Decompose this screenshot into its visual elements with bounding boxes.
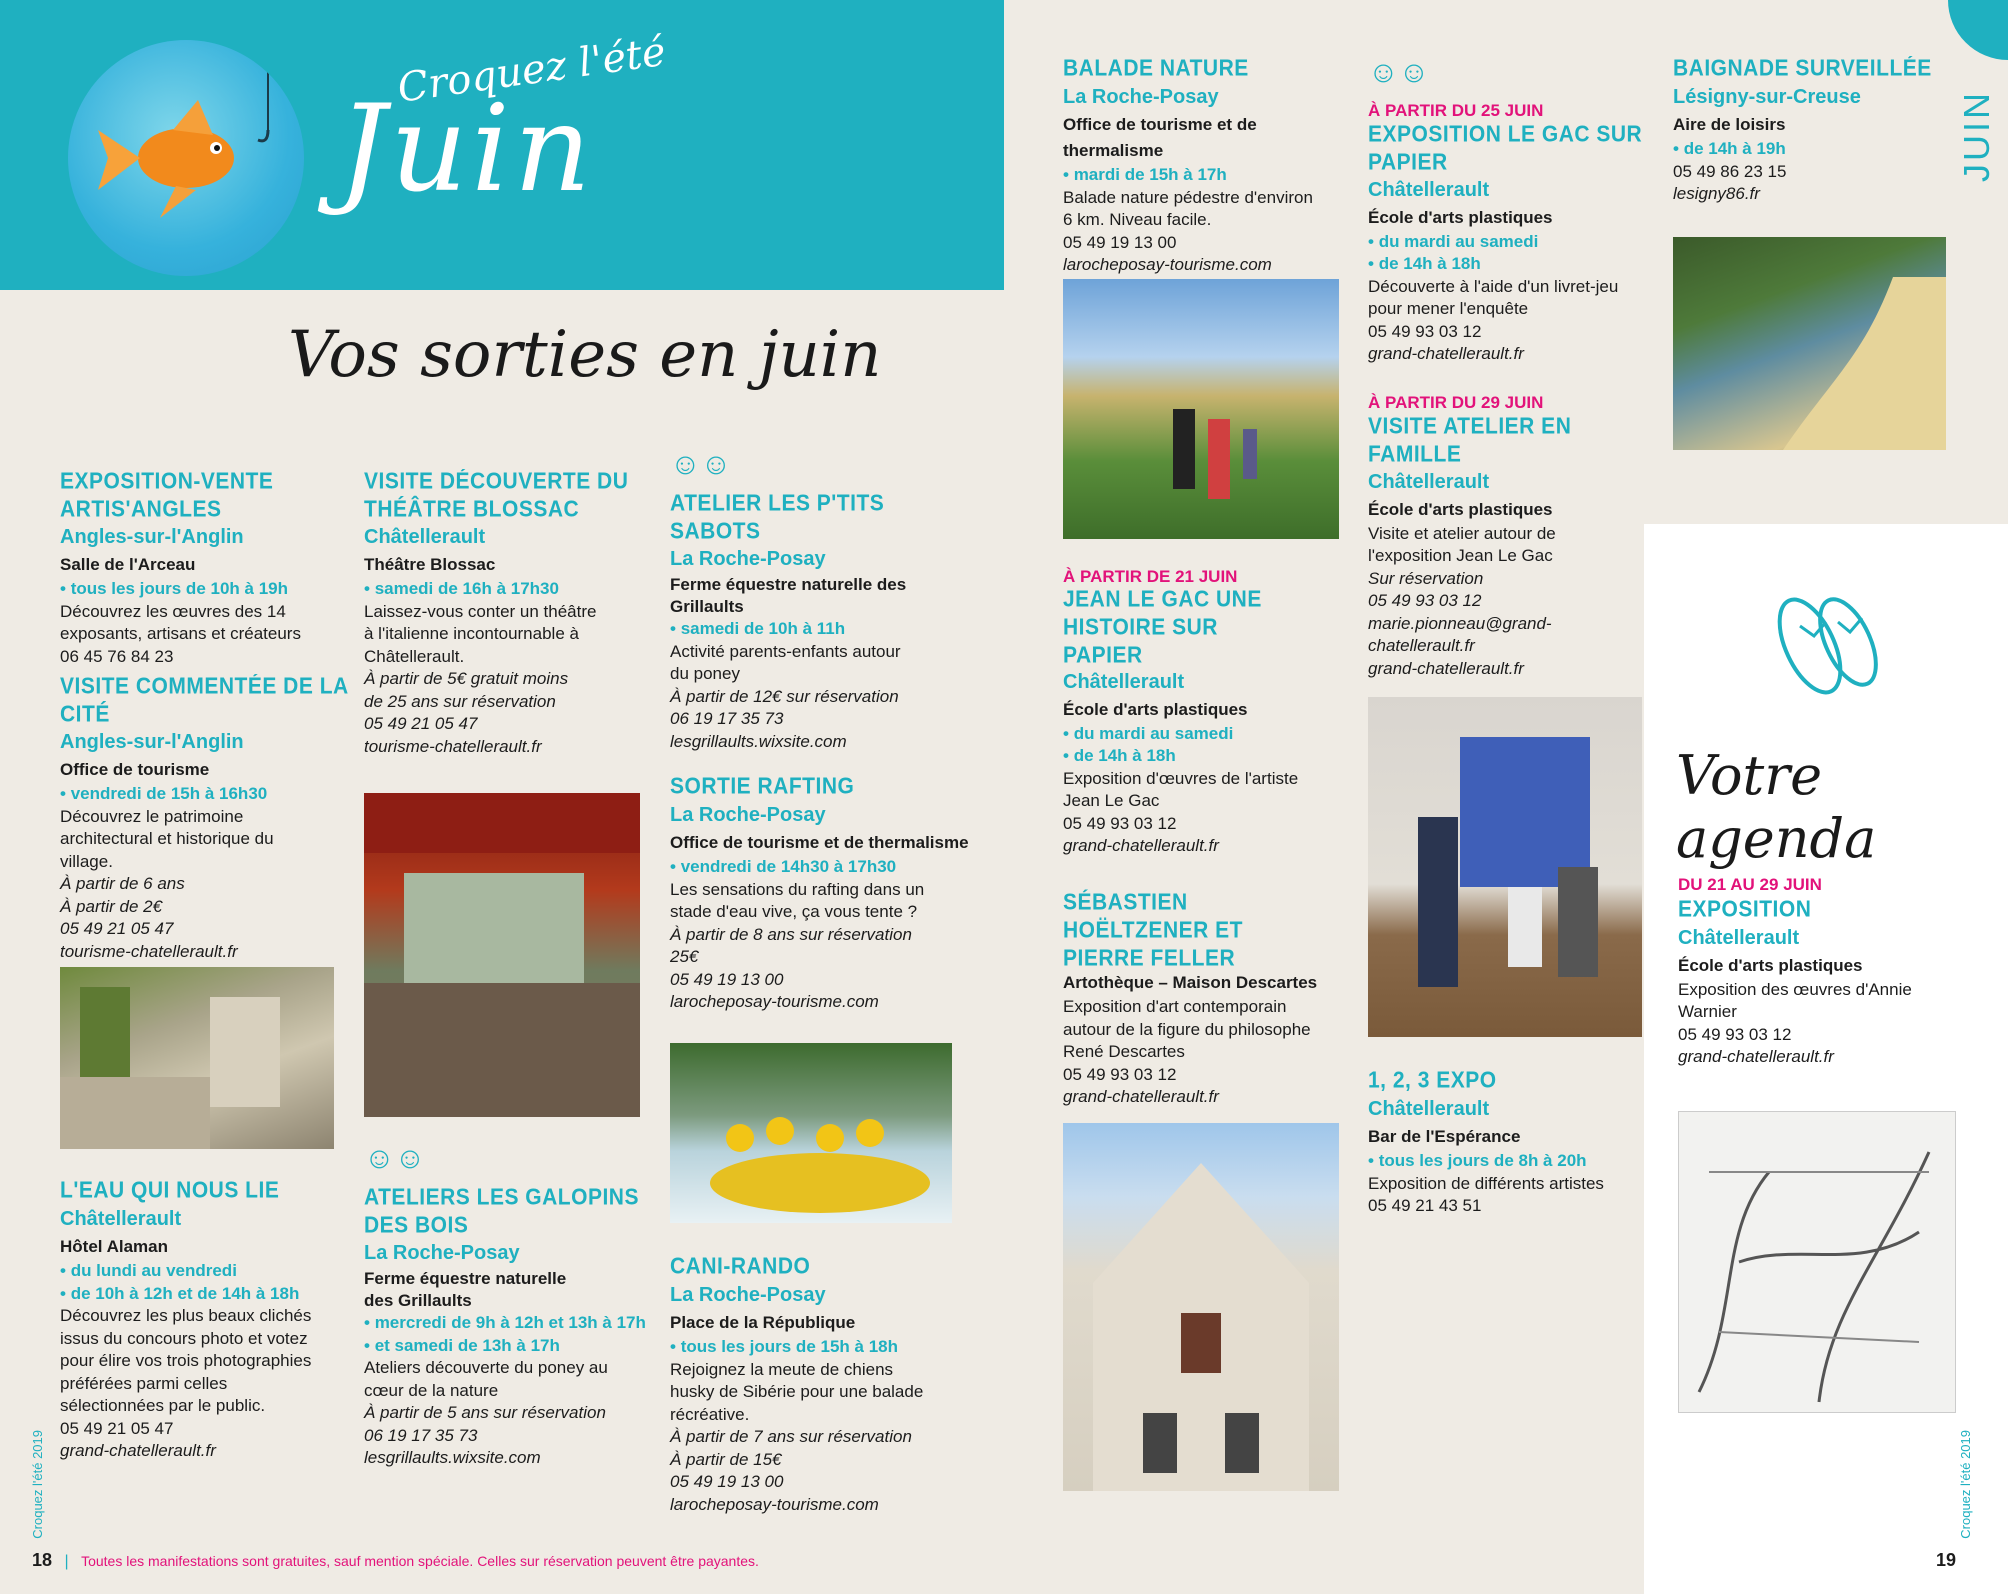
event-phone: 05 49 19 13 00	[670, 969, 784, 989]
event-card	[60, 470, 350, 668]
event-text: village.	[60, 851, 113, 871]
event-text: à l'italienne incontournable à	[364, 624, 579, 643]
event-text: l'exposition Jean Le Gac	[1368, 546, 1553, 565]
event-text: Activité parents-enfants autour	[670, 641, 901, 661]
event-schedule: • du mardi au samedi	[1368, 231, 1648, 254]
event-card	[1368, 392, 1648, 680]
event-card	[60, 675, 350, 963]
event-title: 1, 2, 3 EXPO	[1368, 1068, 1497, 1093]
event-title: VISITE ATELIER EN FAMILLE	[1368, 413, 1572, 467]
event-info: À partir de 5€ gratuit moins	[364, 669, 569, 688]
event-date-tag: À PARTIR DU 25 JUIN	[1368, 101, 1544, 120]
page-number-left: 18	[32, 1550, 53, 1570]
event-text: architectural et historique du	[60, 829, 274, 848]
event-title: VISITE COMMENTÉE DE LA CITÉ	[60, 674, 348, 727]
event-phone: 05 49 93 03 12	[1063, 1064, 1177, 1084]
event-title: L'EAU QUI NOUS LIE	[60, 1178, 280, 1203]
event-website[interactable]: larocheposay-tourisme.com	[670, 992, 879, 1011]
event-city: Châtellerault	[1368, 178, 1490, 201]
event-phone: 05 49 19 13 00	[1063, 232, 1177, 252]
event-city: Châtellerault	[1368, 1098, 1490, 1120]
event-text: pour mener l'enquête	[1368, 299, 1529, 318]
event-card	[670, 774, 970, 1014]
event-schedule: • et samedi de 13h à 17h	[364, 1335, 664, 1358]
event-info: À partir de 6 ans	[60, 874, 185, 893]
event-text: pour élire vos trois photographies	[60, 1351, 312, 1370]
family-icon: ☺☺	[364, 1142, 426, 1175]
event-city: La Roche-Posay	[670, 548, 826, 570]
event-title: SORTIE RAFTING	[670, 774, 855, 799]
event-schedule: • tous les jours de 15h à 18h	[670, 1336, 970, 1359]
footer-note: Toutes les manifestations sont gratuites, sauf mention spéciale. Celles sur réservation peuvent être payantes.	[81, 1553, 759, 1569]
event-text: Les sensations du rafting dans un	[670, 879, 925, 899]
event-website[interactable]: grand-chatellerault.fr	[1368, 344, 1524, 363]
event-text: cœur de la nature	[364, 1380, 499, 1400]
event-venue: Office de tourisme	[60, 760, 210, 779]
header-kicker: Croquez l'été	[394, 28, 669, 112]
event-text: issus du concours photo et votez	[60, 1328, 308, 1348]
event-venue: École d'arts plastiques	[1063, 699, 1248, 719]
event-text: Découvrez le patrimoine	[60, 806, 244, 826]
event-schedule: • de 14h à 19h	[1673, 138, 1953, 161]
event-phone: 05 49 93 03 12	[1368, 591, 1482, 610]
event-card	[1063, 56, 1353, 277]
event-phone: 05 49 21 05 47	[60, 1418, 174, 1438]
event-text: Exposition d'art contemporain	[1063, 997, 1287, 1016]
event-text: Ateliers découverte du poney au	[364, 1358, 608, 1377]
event-text: Exposition d'œuvres de l'artiste	[1063, 768, 1299, 788]
event-schedule: • tous les jours de 8h à 20h	[1368, 1150, 1648, 1173]
event-text: autour de la figure du philosophe	[1063, 1019, 1311, 1039]
agenda-event-card	[1678, 874, 1978, 1069]
event-text: préférées parmi celles	[60, 1373, 228, 1393]
event-venue: Aire de loisirs	[1673, 115, 1786, 134]
event-city: Châtellerault	[1368, 470, 1490, 493]
rafting-photo	[670, 1043, 952, 1223]
event-text: du poney	[670, 664, 740, 683]
event-text: Jean Le Gac	[1063, 791, 1160, 810]
maison-descartes-photo	[1063, 1123, 1339, 1491]
event-phone: 05 49 21 05 47	[60, 919, 174, 938]
event-website[interactable]: grand-chatellerault.fr	[60, 1441, 216, 1460]
event-schedule: • samedi de 10h à 11h	[670, 618, 960, 641]
event-text: sélectionnées par le public.	[60, 1396, 266, 1415]
sketch-artwork-image	[1678, 1111, 1956, 1413]
event-venue: Salle de l'Arceau	[60, 555, 196, 574]
event-website[interactable]: larocheposay-tourisme.com	[1063, 255, 1272, 274]
event-schedule: • du lundi au vendredi	[60, 1260, 360, 1283]
event-title: BALADE NATURE	[1063, 56, 1249, 81]
event-schedule: • vendredi de 14h30 à 17h30	[670, 856, 970, 879]
page-number-right: 19	[1936, 1550, 1957, 1570]
event-text: Rejoignez la meute de chiens	[670, 1359, 894, 1379]
event-city: La Roche-Posay	[670, 804, 826, 826]
event-city: Angles-sur-l'Anglin	[60, 526, 244, 548]
side-month: JUIN	[1956, 90, 1997, 182]
event-info: de 25 ans sur réservation	[364, 691, 556, 711]
event-title: VISITE DÉCOUVERTE DU THÉÂTRE BLOSSAC	[364, 469, 629, 522]
event-date-tag: À PARTIR DE 21 JUIN	[1063, 567, 1238, 586]
event-card	[1063, 889, 1353, 1109]
event-city: Châtellerault	[1063, 670, 1185, 693]
event-city: Châtellerault	[60, 1208, 182, 1230]
event-text: Découverte à l'aide d'un livret-jeu	[1368, 276, 1619, 296]
event-phone: 05 49 93 03 12	[1678, 1024, 1792, 1044]
event-phone: 05 49 93 03 12	[1368, 321, 1482, 341]
gallery-visit-photo	[1368, 697, 1642, 1037]
event-info: À partir de 5 ans sur réservation	[364, 1403, 606, 1422]
event-card	[670, 1254, 970, 1516]
corner-tab	[1948, 0, 2008, 60]
event-venue: Place de la République	[670, 1313, 856, 1332]
event-card	[60, 1178, 360, 1463]
event-text: Warnier	[1678, 1002, 1737, 1021]
event-title: ATELIER LES P'TITS SABOTS	[670, 491, 885, 544]
section-title: Vos sorties en juin	[288, 318, 882, 392]
swimming-lake-photo	[1673, 237, 1946, 450]
event-city: La Roche-Posay	[1063, 86, 1219, 108]
footer-left	[32, 1550, 759, 1571]
event-text: Balade nature pédestre d'environ	[1063, 187, 1313, 207]
goldfish-illustration	[68, 40, 304, 276]
event-info: À partir de 8 ans sur réservation	[670, 924, 912, 944]
event-schedule: • mardi de 15h à 17h	[1063, 164, 1353, 187]
event-text: récréative.	[670, 1404, 750, 1424]
event-schedule: • mercredi de 9h à 12h et 13h à 17h	[364, 1312, 664, 1335]
nature-walk-photo	[1063, 279, 1339, 539]
event-website[interactable]: lesgrillaults.wixsite.com	[670, 731, 847, 751]
event-website[interactable]: grand-chatellerault.fr	[1063, 1087, 1219, 1106]
event-date-tag: DU 21 AU 29 JUIN	[1678, 875, 1822, 894]
event-phone: 05 49 93 03 12	[1063, 813, 1177, 833]
event-text: Châtellerault.	[364, 646, 465, 666]
event-text: exposants, artisans et créateurs	[60, 624, 301, 643]
event-title: EXPOSITION-VENTE ARTIS'ANGLES	[60, 469, 274, 522]
event-venue: École d'arts plastiques	[1368, 499, 1553, 519]
event-phone: 06 45 76 84 23	[60, 646, 174, 666]
event-text: 6 km. Niveau facile.	[1063, 210, 1212, 229]
event-info: Sur réservation	[1368, 568, 1484, 588]
agenda-title: Votre agenda	[1676, 744, 1877, 870]
event-email[interactable]: marie.pionneau@grand-	[1368, 613, 1552, 633]
header-month: Juin	[338, 80, 596, 219]
event-schedule: • de 14h à 18h	[1368, 253, 1648, 276]
event-venue: Bar de l'Espérance	[1368, 1127, 1521, 1146]
event-title: EXPOSITION	[1678, 896, 1812, 922]
event-website[interactable]: lesgrillaults.wixsite.com	[364, 1448, 541, 1467]
event-city: Châtellerault	[1678, 926, 1800, 949]
event-card	[1368, 1068, 1648, 1218]
event-card	[670, 492, 960, 753]
event-title: CANI-RANDO	[670, 1254, 811, 1279]
event-phone: 06 19 17 35 73	[670, 709, 784, 728]
event-website[interactable]: grand-chatellerault.fr	[1678, 1047, 1834, 1066]
event-card	[364, 470, 634, 758]
event-schedule: • du mardi au samedi	[1063, 723, 1353, 746]
event-text: René Descartes	[1063, 1042, 1185, 1061]
event-venue: Hôtel Alaman	[60, 1237, 169, 1256]
event-website[interactable]: lesigny86.fr	[1673, 184, 1760, 203]
event-card	[1063, 566, 1353, 858]
event-schedule: • de 14h à 18h	[1063, 745, 1353, 768]
event-card	[364, 1186, 664, 1470]
event-price: 25€	[670, 947, 699, 966]
event-city: Lésigny-sur-Creuse	[1673, 86, 1861, 108]
event-venue: Artothèque – Maison Descartes	[1063, 973, 1318, 992]
event-text: Laissez-vous conter un théâtre	[364, 601, 597, 621]
event-venue: École d'arts plastiques	[1678, 955, 1863, 975]
event-phone: 06 19 17 35 73	[364, 1425, 478, 1445]
event-text: husky de Sibérie pour une balade	[670, 1382, 924, 1401]
event-phone: 05 49 86 23 15	[1673, 161, 1787, 181]
event-text: stade d'eau vive, ça vous tente ?	[670, 902, 918, 921]
side-caption-right: Croquez l'été 2019	[1958, 1430, 1973, 1539]
event-info: À partir de 7 ans sur réservation	[670, 1427, 912, 1446]
event-website[interactable]: grand-chatellerault.fr	[1063, 836, 1219, 855]
theatre-photo	[364, 793, 640, 1117]
event-website[interactable]: tourisme-chatellerault.fr	[364, 736, 542, 756]
event-schedule: • de 10h à 12h et de 14h à 18h	[60, 1283, 360, 1306]
event-venue: Ferme équestre naturelle des Grillaults	[364, 1269, 567, 1310]
event-venue: Office de tourisme et de thermalisme	[1063, 115, 1257, 160]
event-title: EXPOSITION LE GAC SUR PAPIER	[1368, 121, 1643, 175]
event-website[interactable]: grand-chatellerault.fr	[1368, 658, 1524, 678]
event-info: À partir de 12€ sur réservation	[670, 686, 899, 706]
flip-flops-icon	[1774, 576, 1884, 711]
village-street-photo	[60, 967, 334, 1149]
event-title: BAIGNADE SURVEILLÉE	[1673, 56, 1932, 81]
event-text: Exposition des œuvres d'Annie	[1678, 979, 1912, 999]
footer-divider: |	[64, 1553, 69, 1570]
event-city: La Roche-Posay	[670, 1284, 826, 1306]
event-price: À partir de 15€	[670, 1449, 782, 1469]
family-icon: ☺☺	[670, 448, 732, 481]
family-icon: ☺☺	[1368, 56, 1430, 89]
event-title: SÉBASTIEN HOËLTZENER ET PIERRE FELLER	[1063, 889, 1243, 971]
event-city: Châtellerault	[364, 526, 486, 548]
event-website[interactable]: larocheposay-tourisme.com	[670, 1494, 879, 1514]
event-card	[1368, 100, 1648, 366]
event-info: À partir de 2€	[60, 896, 163, 916]
event-title: JEAN LE GAC UNE HISTOIRE SUR PAPIER	[1063, 586, 1262, 668]
event-title: ATELIERS LES GALOPINS DES BOIS	[364, 1185, 639, 1238]
event-venue: Ferme équestre naturelle des Grillaults	[670, 575, 907, 616]
event-phone: 05 49 21 05 47	[364, 714, 478, 733]
event-city: Angles-sur-l'Anglin	[60, 731, 244, 753]
event-venue: Office de tourisme et de thermalisme	[670, 833, 969, 852]
event-venue: Théâtre Blossac	[364, 555, 496, 574]
event-city: La Roche-Posay	[364, 1242, 520, 1264]
event-email[interactable]: chatellerault.fr	[1368, 636, 1475, 655]
event-text: Visite et atelier autour de	[1368, 523, 1556, 543]
event-schedule: • samedi de 16h à 17h30	[364, 578, 634, 601]
event-text: Découvrez les œuvres des 14	[60, 601, 286, 621]
event-schedule: • vendredi de 15h à 16h30	[60, 783, 350, 806]
event-date-tag: À PARTIR DU 29 JUIN	[1368, 393, 1544, 412]
event-venue: École d'arts plastiques	[1368, 207, 1553, 227]
event-schedule: • tous les jours de 10h à 19h	[60, 578, 350, 601]
event-text: Exposition de différents artistes	[1368, 1173, 1604, 1193]
event-text: Découvrez les plus beaux clichés	[60, 1306, 312, 1325]
event-card	[1673, 56, 1953, 206]
side-caption-left: Croquez l'été 2019	[30, 1430, 45, 1539]
event-phone: 05 49 19 13 00	[670, 1472, 784, 1491]
event-website[interactable]: tourisme-chatellerault.fr	[60, 941, 238, 961]
event-phone: 05 49 21 43 51	[1368, 1196, 1482, 1215]
